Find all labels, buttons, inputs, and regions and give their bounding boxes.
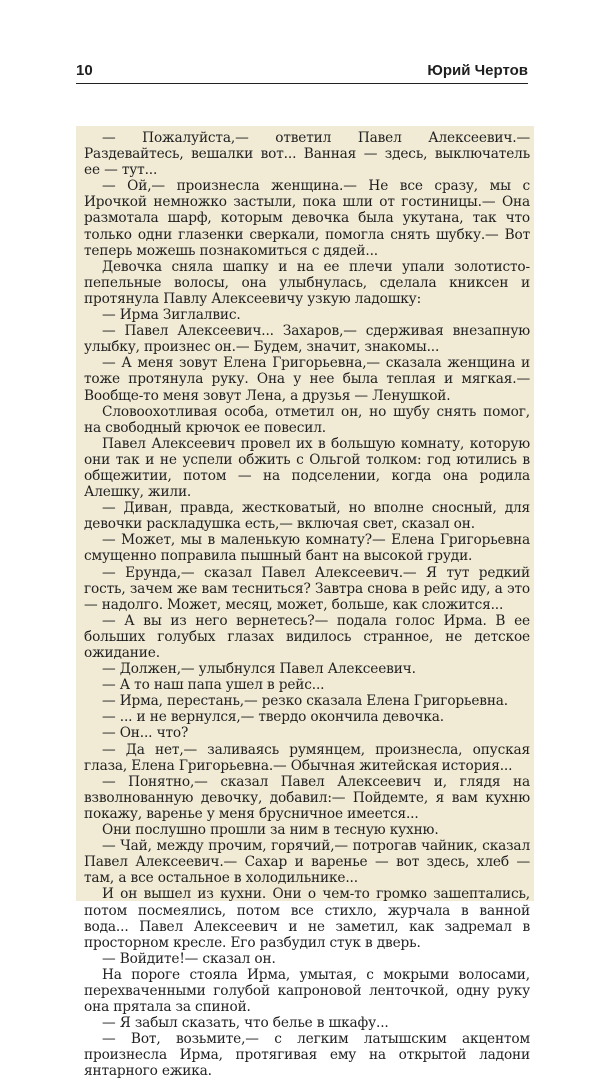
paragraph: — А то наш папа ушел в рейс... — [102, 677, 325, 694]
paragraph: Они послушно прошли за ним в тесную кухню. — [102, 822, 439, 839]
paragraph: И он вышел из кухни. Они о чем-то громко зашептались, потом посмеялись, потом все стихло, журчала в ванной вода... Павел Алексеевич и не заметил, как задремал в просторном кресле. Его разбудил стук в дверь. — [84, 886, 530, 951]
paragraph: — Понятно,— сказал Павел Алексеевич и, глядя на взволнованную девочку, добавил:— Пойдемте, я вам кухню покажу, варенье у меня брусничное имеется... — [84, 773, 530, 822]
paragraph: — Ирма Зиглалвис. — [102, 307, 241, 324]
paragraph: — Вот, возьмите,— с легким латышским акцентом произнесла Ирма, протягивая ему на открытой ладони янтарного ежика. — [84, 1031, 530, 1080]
paragraph: — А вы из него вернетесь?— подала голос Ирма. В ее больших голубых глазах видилось странное, не детское ожидание. — [84, 612, 530, 661]
paragraph: — Ирма, перестань,— резко сказала Елена Григорьевна. — [102, 693, 509, 710]
paragraph: — ... и не вернулся,— твердо окончила девочка. — [102, 709, 445, 726]
page-number: 10 — [76, 62, 93, 79]
paragraph: — Чай, между прочим, горячий,— потрогав чайник, сказал Павел Алексеевич.— Сахар и варенье — вот здесь, хлеб — там, а все остальное в холодильнике... — [84, 838, 530, 887]
paragraph: — Ерунда,— сказал Павел Алексеевич.— Я тут редкий гость, зачем же вам тесниться? Завтра снова в рейс иду, а это — надолго. Может, месяц, может, больше, как сложится... — [84, 564, 530, 613]
running-title: Юрий Чертов — [427, 62, 528, 79]
paragraph: — Диван, правда, жестковатый, но вполне сносный, для девочки раскладушка есть,— включая свет, сказал он. — [84, 500, 530, 533]
paragraph: — Да нет,— заливаясь румянцем, произнесла, опуская глаза, Елена Григорьевна.— Обычная житейская история... — [84, 741, 530, 774]
page-header — [76, 62, 528, 84]
paragraph: — Должен,— улыбнулся Павел Алексеевич. — [102, 661, 416, 678]
paragraph: — Пожалуйста,— ответил Павел Алексеевич.— Раздевайтесь, вешалки вот... Ванная — здесь, выключатель ее — тут... — [84, 130, 530, 179]
paragraph: — Может, мы в маленькую комнату?— Елена Григорьевна смущенно поправила пышный бант на высокой груди. — [84, 532, 530, 565]
paragraph: На пороге стояла Ирма, умытая, с мокрыми волосами, перехваченными голубой капроновой ленточкой, одну руку она прятала за спиной. — [84, 966, 530, 1016]
paragraph: Девочка сняла шапку и на ее плечи упали золотисто-пепельные волосы, она улыбнулась, сделала книксен и протянула Павлу Алексеевичу узкую ладошку: — [84, 258, 530, 307]
paragraph: — Я забыл сказать, что белье в шкафу... — [102, 1015, 389, 1032]
paragraph: — Войдите!— сказал он. — [102, 950, 276, 967]
paragraph: Словоохотливая особа, отметил он, но шубу снять помог, на свободный крючок ее повесил. — [84, 403, 530, 436]
paragraph: Павел Алексеевич провел их в большую комнату, которую они так и не успели обжить с Ольгой толком: год ютились в общежитии, потом — на подселении, когда она родила Алешку, жили. — [84, 435, 530, 501]
paragraph: — Ой,— произнесла женщина.— Не все сразу, мы с Ирочкой немножко застыли, пока шли от гостиницы.— Она размотала шарф, которым девочка была укутана, так что только одни глазенки сверкали, помогла снять шубку.— Вот теперь можешь познакомиться с дядей... — [84, 178, 530, 259]
paragraph: — А меня зовут Елена Григорьевна,— сказала женщина и тоже протянула руку. Она у нее была теплая и мягкая.— Вообще-то меня зовут Лена, а друзья — Ленушкой. — [84, 355, 530, 404]
paragraph: — Павел Алексеевич... Захаров,— сдерживая внезапную улыбку, произнес он.— Будем, значит, знакомы... — [84, 323, 530, 356]
paragraph: — Он... что? — [102, 725, 189, 742]
text-block — [76, 126, 534, 1080]
